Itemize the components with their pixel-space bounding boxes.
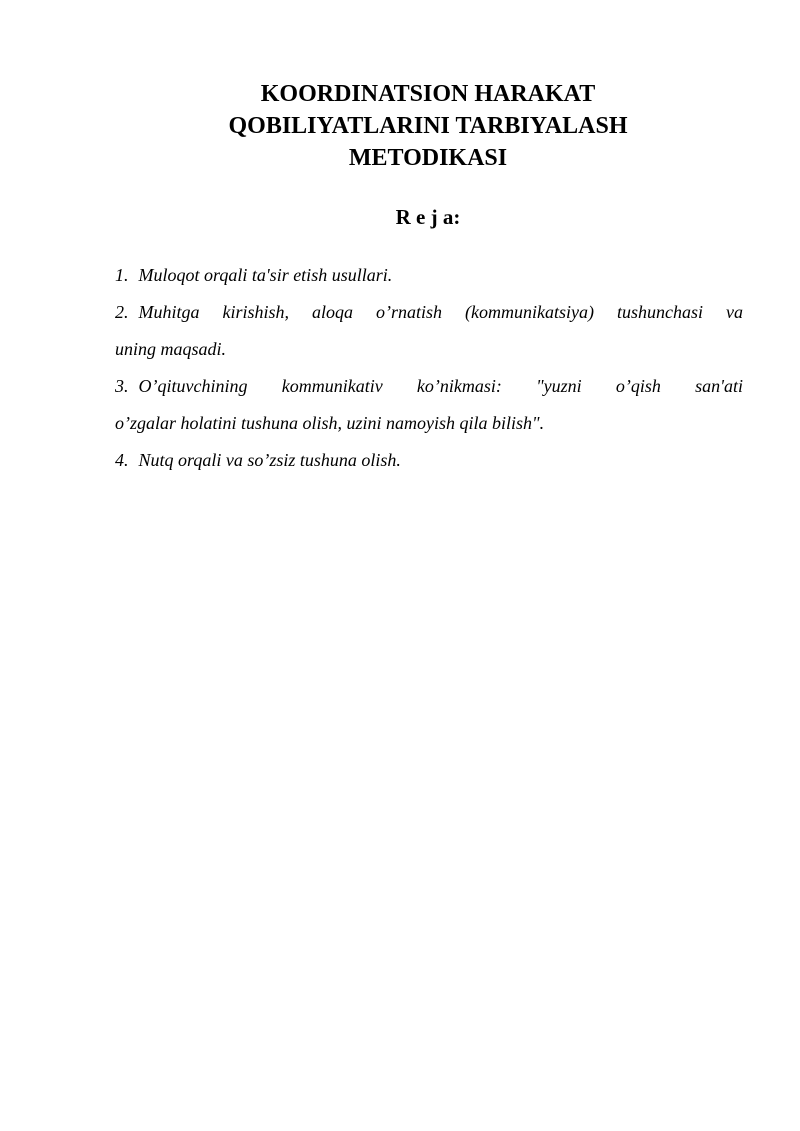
plan-item-number: 1. <box>115 265 129 285</box>
plan-item-text: Muloqot orqali ta'sir etish usullari. <box>138 265 393 285</box>
plan-item-line <box>115 442 743 479</box>
plan-item-text: Nutq orqali va so’zsiz tushuna olish. <box>138 450 401 470</box>
plan-item-line: uning maqsadi. <box>115 339 227 359</box>
plan-item-number: 3. <box>115 376 129 396</box>
title-line-2: QOBILIYATLARINI TARBIYALASH <box>228 113 628 139</box>
plan-item-line <box>115 294 743 331</box>
plan-item-number: 4. <box>115 450 129 470</box>
plan-heading: R e j a: <box>395 205 461 229</box>
title-line-3: METODIKASI <box>348 145 508 171</box>
plan-item-1 <box>115 257 743 294</box>
plan-item-2 <box>115 294 743 368</box>
plan-item-line <box>115 368 743 405</box>
title-line-1: KOORDINATSION HARAKAT <box>260 81 596 107</box>
document-title <box>170 78 686 174</box>
plan-item-3 <box>115 368 743 442</box>
plan-item-line: o’zgalar holatini tushuna olish, uzini namoyish qila bilish". <box>115 413 545 433</box>
plan-item-number: 2. <box>115 302 129 322</box>
plan-list <box>115 257 743 479</box>
plan-item-text: Muhitga kirishish, aloqa o’rnatish (kommunikatsiya) tushunchasi va <box>138 302 743 322</box>
plan-item-line <box>115 257 743 294</box>
plan-item-text: O’qituvchining kommunikativ ko’nikmasi: "yuzni o’qish san'ati <box>138 376 743 396</box>
plan-item-4 <box>115 442 743 479</box>
